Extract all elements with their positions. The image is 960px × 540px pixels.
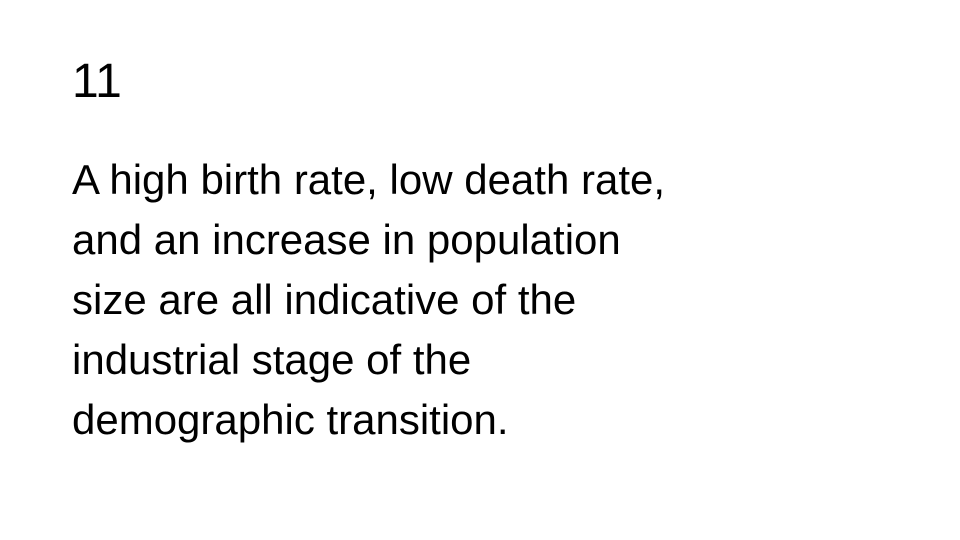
body-line-2: and an increase in population xyxy=(72,216,621,263)
slide-body xyxy=(72,150,912,450)
body-line-1: A high birth rate, low death rate, xyxy=(72,156,666,203)
slide-title: 11 xyxy=(72,55,122,108)
body-line-4: industrial stage of the xyxy=(72,336,472,383)
body-line-3: size are all indicative of the xyxy=(72,276,577,323)
body-line-5: demographic transition. xyxy=(72,396,509,443)
